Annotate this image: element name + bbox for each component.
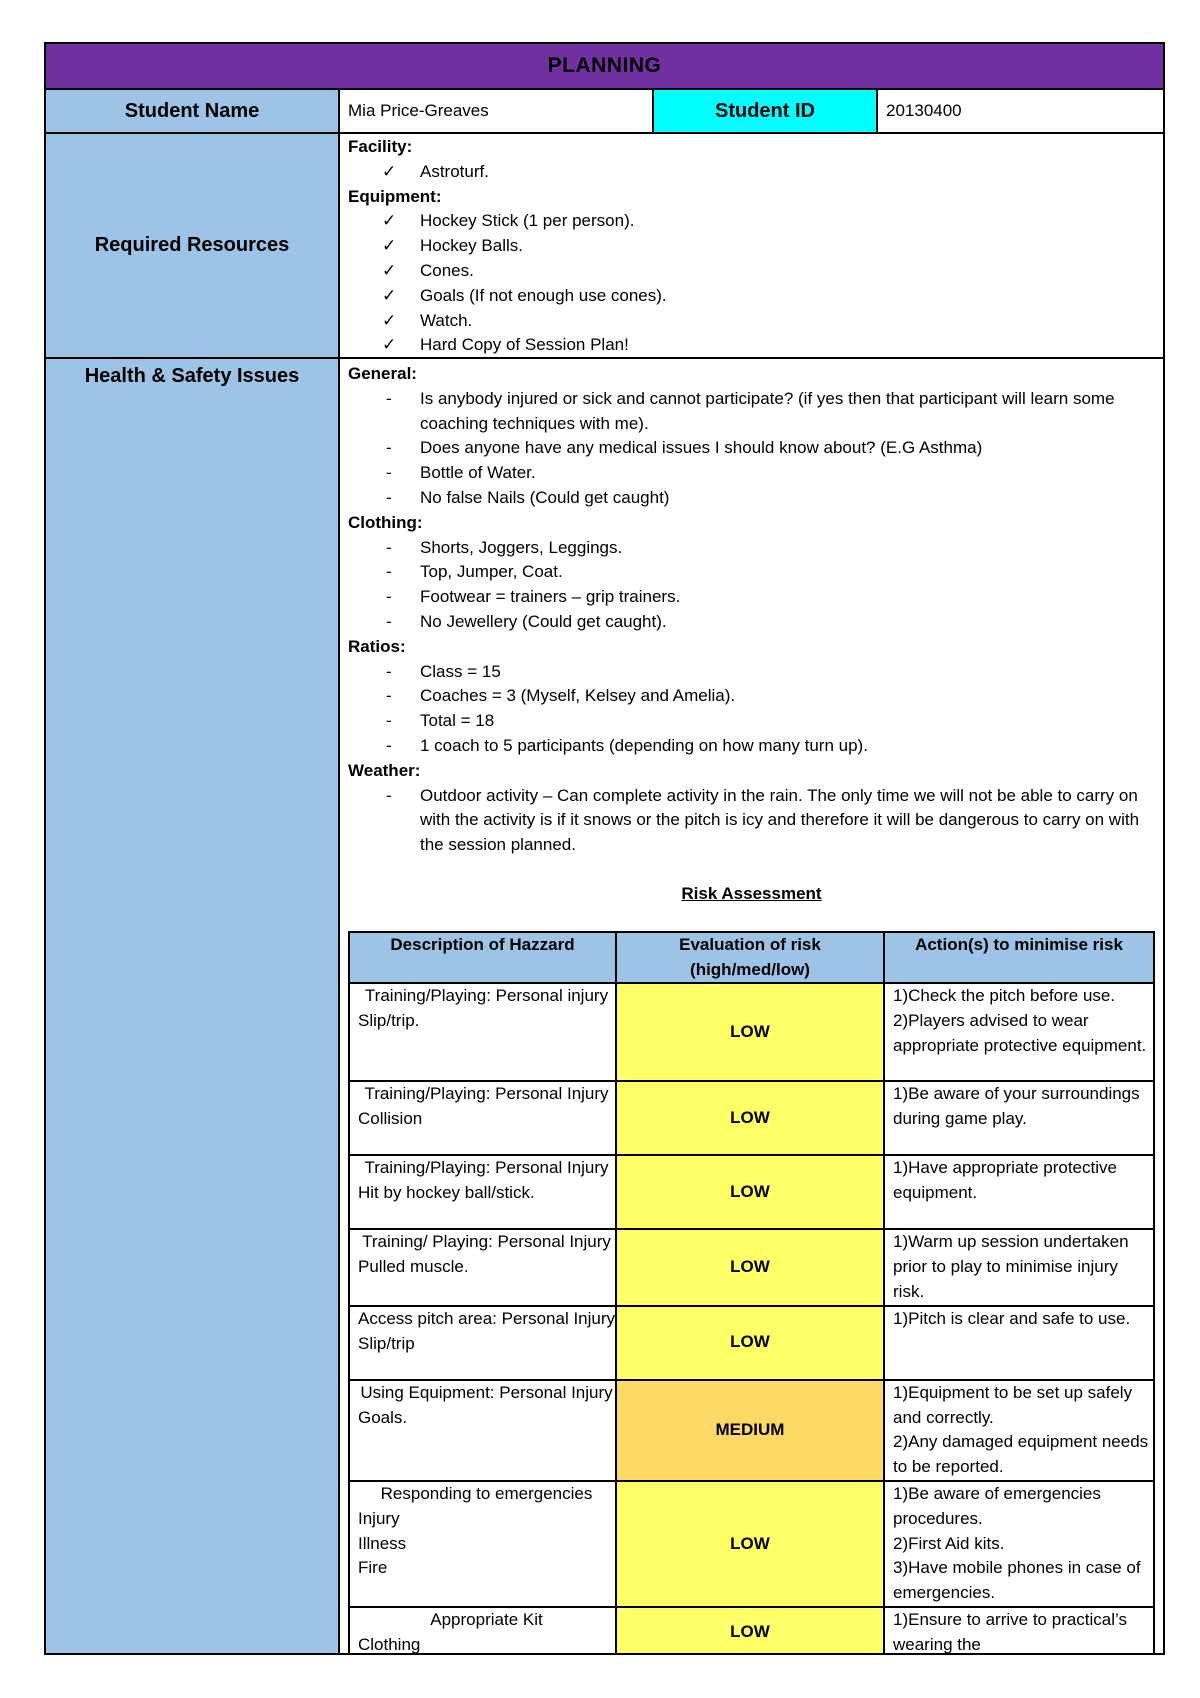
list-item: [348, 684, 1155, 709]
table-row: [349, 1380, 1154, 1481]
risk-level-badge: LOW: [616, 1081, 884, 1155]
hazard-line: Slip/trip.: [358, 1011, 420, 1031]
hazard-line: Fire: [358, 1558, 388, 1578]
list-item-text: Top, Jumper, Coat.: [420, 562, 563, 582]
hazard-cell: [349, 1306, 616, 1380]
hazard-cell: [349, 1081, 616, 1155]
list-item: [348, 387, 1155, 437]
hazard-line: Training/Playing: Personal injury: [364, 986, 609, 1006]
bullet-dash: -: [386, 735, 392, 755]
hazard-line: Clothing: [358, 1634, 421, 1653]
list-item: [348, 734, 1155, 759]
bullet-dash: -: [386, 487, 392, 507]
list-item-text: 1 coach to 5 participants (depending on how many turn up).: [420, 735, 868, 755]
table-row: [349, 1229, 1154, 1305]
hazard-cell: [349, 1229, 616, 1305]
facility-list: [348, 160, 1155, 185]
bullet-dash: -: [386, 785, 392, 805]
student-name-label: Student Name: [46, 90, 340, 134]
list-item: [348, 486, 1155, 511]
list-item: [348, 784, 1155, 858]
list-item: [348, 284, 1155, 309]
list-item: [348, 234, 1155, 259]
check-icon: ✓: [382, 161, 397, 181]
list-item-text: No Jewellery (Could get caught).: [420, 611, 667, 631]
list-item-text: Is anybody injured or sick and cannot participate? (if yes then that participant will learn some coaching techniques with me).: [420, 388, 1115, 433]
list-item: [348, 309, 1155, 334]
hazard-line: Slip/trip: [358, 1333, 415, 1353]
bullet-dash: -: [386, 537, 392, 557]
action-line: 1)Have appropriate protective equipment.: [893, 1158, 1117, 1203]
actions-cell: [884, 1380, 1154, 1481]
check-icon: ✓: [382, 236, 397, 256]
bullet-dash: -: [386, 611, 392, 631]
hazard-line: Training/Playing: Personal Injury: [364, 1084, 609, 1104]
list-item-text: Cones.: [420, 260, 474, 280]
risk-level-badge: LOW: [616, 1481, 884, 1607]
list-item-text: Footwear = trainers – grip trainers.: [420, 587, 681, 607]
hazard-line: Collision: [358, 1109, 423, 1129]
equipment-heading: Equipment:: [348, 186, 442, 206]
list-item-text: Shorts, Joggers, Leggings.: [420, 537, 623, 557]
risk-level-badge: LOW: [616, 1229, 884, 1305]
list-item: [348, 585, 1155, 610]
clothing-heading: Clothing:: [348, 512, 423, 532]
list-item-text: Class = 15: [420, 661, 501, 681]
student-id-label: Student ID: [654, 90, 878, 134]
list-item-text: Does anyone have any medical issues I should know about? (E.G Asthma): [420, 438, 983, 458]
list-item: [348, 536, 1155, 561]
check-icon: ✓: [382, 285, 397, 305]
risk-assessment-table: [348, 931, 1155, 1653]
hazard-line: Pulled muscle.: [358, 1257, 469, 1277]
list-item-text: Outdoor activity – Can complete activity in the rain. The only time we will not be able to carry on with the activity is if it snows or the pitch is icy and therefore it will be dangerous to carry on with the session planned.: [420, 785, 1140, 855]
action-line: 1)Be aware of emergencies procedures.: [893, 1483, 1101, 1528]
risk-level-badge: MEDIUM: [616, 1380, 884, 1481]
risk-level-badge: LOW: [616, 1306, 884, 1380]
list-item: [348, 461, 1155, 486]
risk-level-badge: LOW: [616, 1607, 884, 1653]
table-row: [349, 1306, 1154, 1380]
required-resources-cell: [340, 134, 1163, 359]
hazard-line: Access pitch area: Personal Injury: [358, 1308, 616, 1328]
hazard-line: Goals.: [358, 1407, 408, 1427]
health-safety-label-text: Health & Safety Issues: [84, 365, 300, 387]
list-item-text: Watch.: [420, 310, 473, 330]
list-item: [348, 560, 1155, 585]
page-title: PLANNING: [46, 44, 1163, 90]
list-item-text: No false Nails (Could get caught): [420, 487, 670, 507]
general-heading: General:: [348, 364, 417, 383]
action-line: 2)First Aid kits.: [893, 1533, 1005, 1553]
action-line: 1)Equipment to be set up safely and correctly.: [893, 1382, 1133, 1427]
list-item: [348, 259, 1155, 284]
list-item-text: Goals (If not enough use cones).: [420, 285, 667, 305]
list-item: [348, 709, 1155, 734]
weather-heading: Weather:: [348, 760, 421, 780]
list-item-text: Coaches = 3 (Myself, Kelsey and Amelia).: [420, 686, 736, 706]
hazard-line: Injury: [358, 1508, 400, 1528]
hazard-cell: [349, 1380, 616, 1481]
header-hazard: Description of Hazzard: [349, 932, 616, 984]
actions-cell: [884, 983, 1154, 1081]
hazard-line: Using Equipment: Personal Injury: [360, 1382, 613, 1402]
hazard-cell: [349, 1607, 616, 1653]
hazard-line: Hit by hockey ball/stick.: [358, 1183, 535, 1203]
facility-heading: Facility:: [348, 137, 413, 156]
list-item: [348, 160, 1155, 185]
bullet-dash: -: [386, 438, 392, 458]
bullet-dash: -: [386, 562, 392, 582]
list-item: [348, 660, 1155, 685]
ratios-list: [348, 660, 1155, 759]
list-item: [348, 436, 1155, 461]
action-line: 3)Have mobile phones in case of emergencies.: [893, 1558, 1141, 1603]
bullet-dash: -: [386, 661, 392, 681]
hazard-line: Training/ Playing: Personal Injury: [362, 1232, 611, 1252]
header-actions: Action(s) to minimise risk: [884, 932, 1154, 984]
list-item-text: Astroturf.: [420, 161, 489, 181]
weather-list: [348, 784, 1155, 858]
health-safety-cell: [340, 359, 1163, 1653]
bullet-dash: -: [386, 587, 392, 607]
hazard-line: Appropriate Kit: [430, 1609, 543, 1629]
action-line: 1)Pitch is clear and safe to use.: [893, 1308, 1131, 1328]
hazard-cell: [349, 1155, 616, 1229]
equipment-list: [348, 209, 1155, 358]
action-line: 1)Ensure to arrive to practical’s wearing the: [893, 1609, 1128, 1653]
health-safety-label: [46, 359, 340, 1653]
list-item-text: Bottle of Water.: [420, 463, 536, 483]
student-id-value: 20130400: [878, 90, 1163, 134]
actions-cell: [884, 1607, 1154, 1653]
student-name-value: Mia Price-Greaves: [340, 90, 654, 134]
list-item-text: Hockey Balls.: [420, 236, 523, 256]
table-row: [349, 1607, 1154, 1653]
bullet-dash: -: [386, 463, 392, 483]
hazard-cell: [349, 1481, 616, 1607]
action-line: 1)Check the pitch before use.: [893, 986, 1116, 1006]
table-row: [349, 1155, 1154, 1229]
action-line: 2)Any damaged equipment needs to be reported.: [893, 1432, 1149, 1477]
action-line: 2)Players advised to wear appropriate protective equipment.: [893, 1011, 1147, 1055]
planning-sheet: [44, 42, 1165, 1655]
action-line: 1)Be aware of your surroundings during game play.: [893, 1084, 1140, 1129]
table-row: [349, 1481, 1154, 1607]
header-evaluation: Evaluation of risk (high/med/low): [616, 932, 884, 984]
list-item-text: Hockey Stick (1 per person).: [420, 211, 635, 231]
table-row: [349, 983, 1154, 1081]
actions-cell: [884, 1155, 1154, 1229]
bullet-dash: -: [386, 388, 392, 408]
actions-cell: [884, 1081, 1154, 1155]
hazard-cell: [349, 983, 616, 1081]
risk-assessment-title: Risk Assessment: [681, 883, 822, 903]
list-item-text: Total = 18: [420, 711, 495, 731]
actions-cell: [884, 1481, 1154, 1607]
check-icon: ✓: [382, 310, 397, 330]
hazard-line: Responding to emergencies: [380, 1483, 593, 1503]
actions-cell: [884, 1229, 1154, 1305]
risk-level-badge: LOW: [616, 983, 884, 1081]
list-item: [348, 209, 1155, 234]
check-icon: ✓: [382, 260, 397, 280]
bullet-dash: -: [386, 711, 392, 731]
actions-cell: [884, 1306, 1154, 1380]
list-item-text: Hard Copy of Session Plan!: [420, 335, 629, 355]
bullet-dash: -: [386, 686, 392, 706]
general-list: [348, 387, 1155, 511]
table-row: [349, 1081, 1154, 1155]
list-item: [348, 333, 1155, 358]
required-resources-label: Required Resources: [46, 134, 340, 359]
ratios-heading: Ratios:: [348, 636, 406, 656]
action-line: 1)Warm up session undertaken prior to play to minimise injury risk.: [893, 1232, 1129, 1301]
clothing-list: [348, 536, 1155, 635]
hazard-line: Illness: [358, 1533, 407, 1553]
check-icon: ✓: [382, 335, 397, 355]
hazard-line: Training/Playing: Personal Injury: [364, 1158, 609, 1178]
check-icon: ✓: [382, 211, 397, 231]
risk-level-badge: LOW: [616, 1155, 884, 1229]
list-item: [348, 610, 1155, 635]
